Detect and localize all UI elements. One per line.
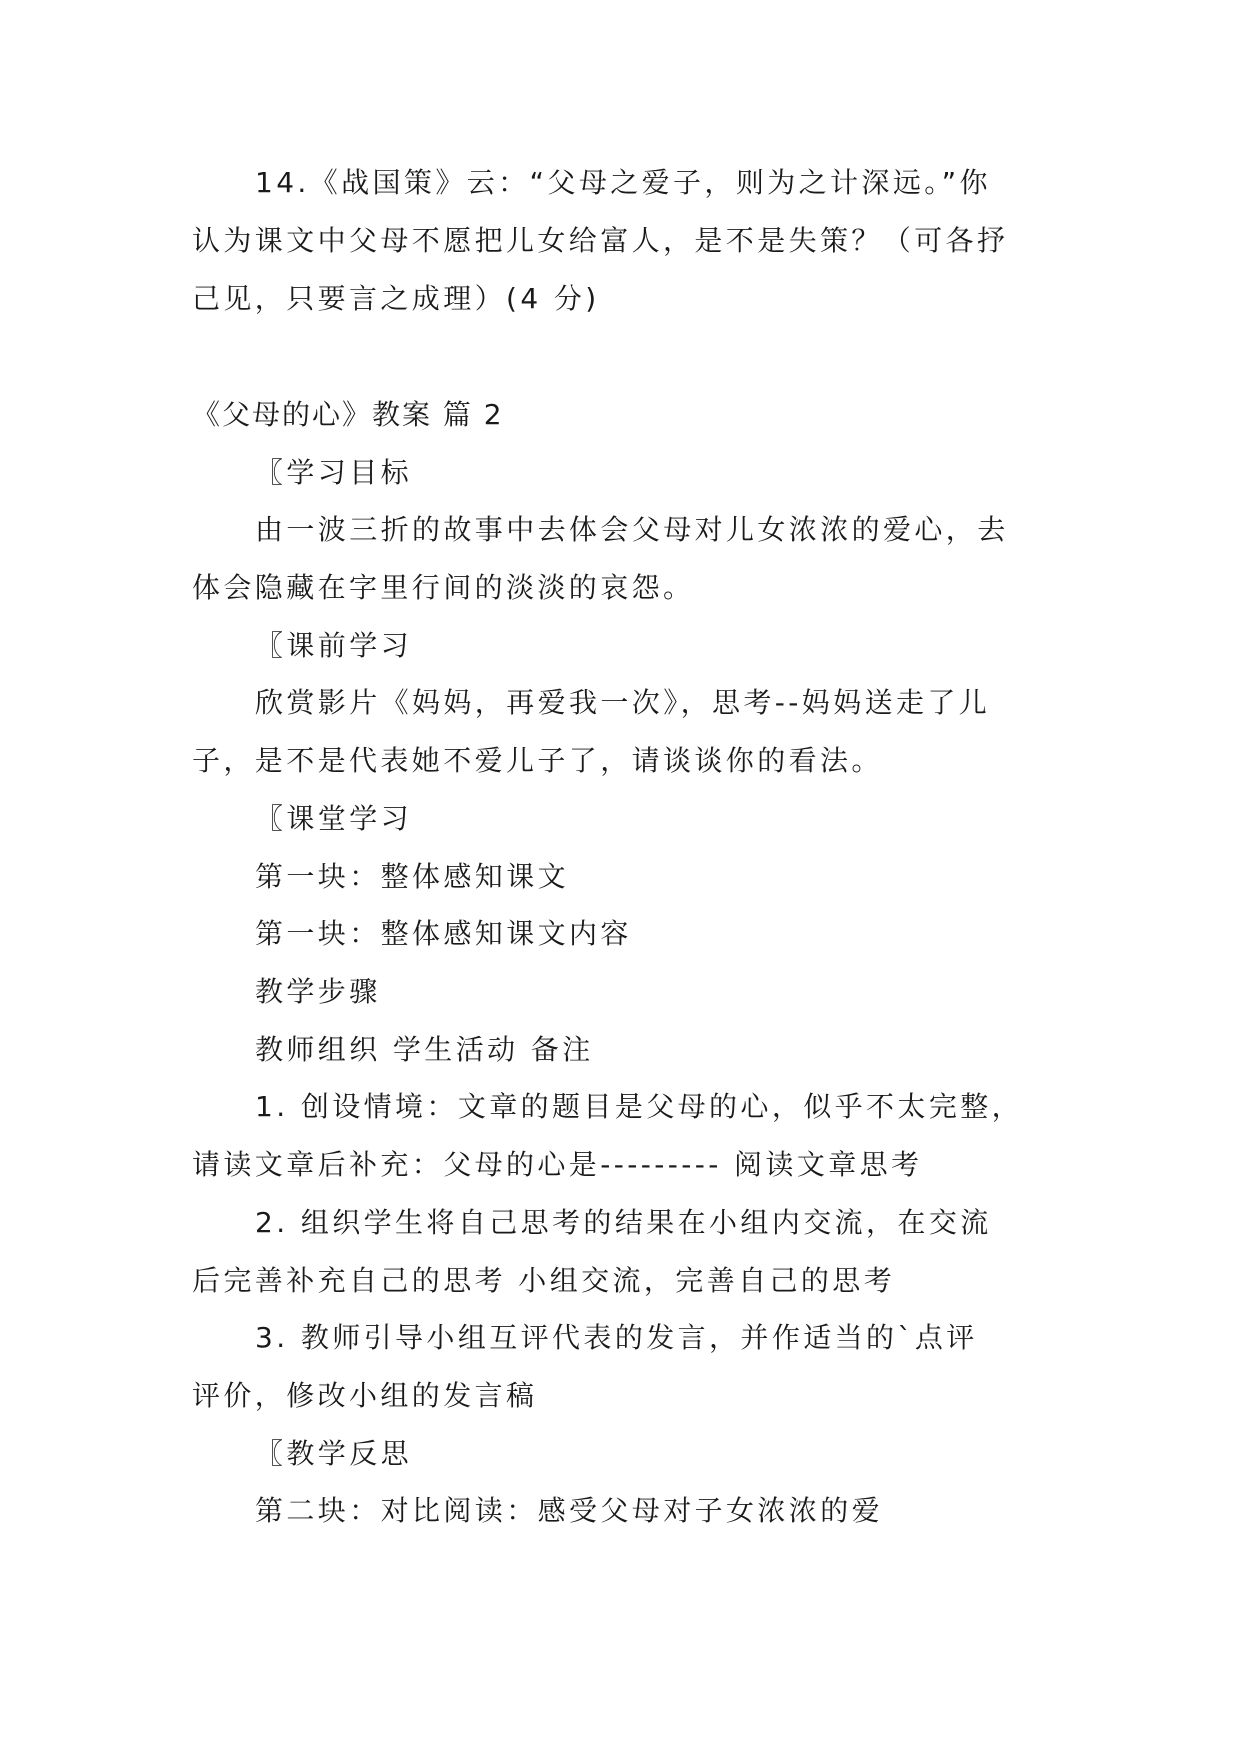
learning-goals-text-line-2: 体会隐藏在字里行间的淡淡的哀怨。	[192, 571, 695, 604]
teaching-reflection-heading: 〖教学反思	[255, 1437, 413, 1470]
pre-study-text-line-2: 子，是不是代表她不爱儿子了，请谈谈你的看法。	[192, 744, 883, 777]
block-1-title-full: 第一块：整体感知课文内容	[255, 917, 632, 950]
question-14-line-2: 认为课文中父母不愿把儿女给富人，是不是失策？（可各抒	[192, 224, 1009, 257]
pre-study-heading: 〖课前学习	[255, 629, 413, 662]
pre-study-text-line-1: 欣赏影片《妈妈，再爱我一次》，思考--妈妈送走了儿	[255, 686, 991, 719]
learning-goals-text-line-1: 由一波三折的故事中去体会父母对儿女浓浓的爱心，去	[255, 513, 1009, 546]
question-14-line-1: 14.《战国策》云：“父母之爱子，则为之计深远。”你	[255, 166, 991, 199]
step-1-line-1: 1. 创设情境：文章的题目是父母的心，似乎不太完整，	[255, 1090, 1024, 1123]
step-2-line-2: 后完善补充自己的思考 小组交流，完善自己的思考	[192, 1264, 896, 1297]
step-2-line-1: 2. 组织学生将自己思考的结果在小组内交流，在交流	[255, 1206, 992, 1239]
step-1-line-2: 请读文章后补充：父母的心是--------- 阅读文章思考	[192, 1148, 923, 1181]
section-2-title: 《父母的心》教案 篇 2	[192, 398, 504, 431]
classroom-study-heading: 〖课堂学习	[255, 802, 413, 835]
learning-goals-heading: 〖学习目标	[255, 456, 413, 489]
block-1-title: 第一块：整体感知课文	[255, 860, 570, 893]
question-14-line-3: 己见，只要言之成理）(4 分)	[192, 282, 600, 315]
block-2-title: 第二块：对比阅读：感受父母对子女浓浓的爱	[255, 1494, 884, 1527]
teaching-steps-label: 教学步骤	[255, 975, 381, 1008]
step-3-line-2: 评价，修改小组的发言稿	[192, 1379, 538, 1412]
table-columns-label: 教师组织 学生活动 备注	[255, 1033, 594, 1066]
step-3-line-1: 3. 教师引导小组互评代表的发言，并作适当的`点评	[255, 1321, 978, 1354]
